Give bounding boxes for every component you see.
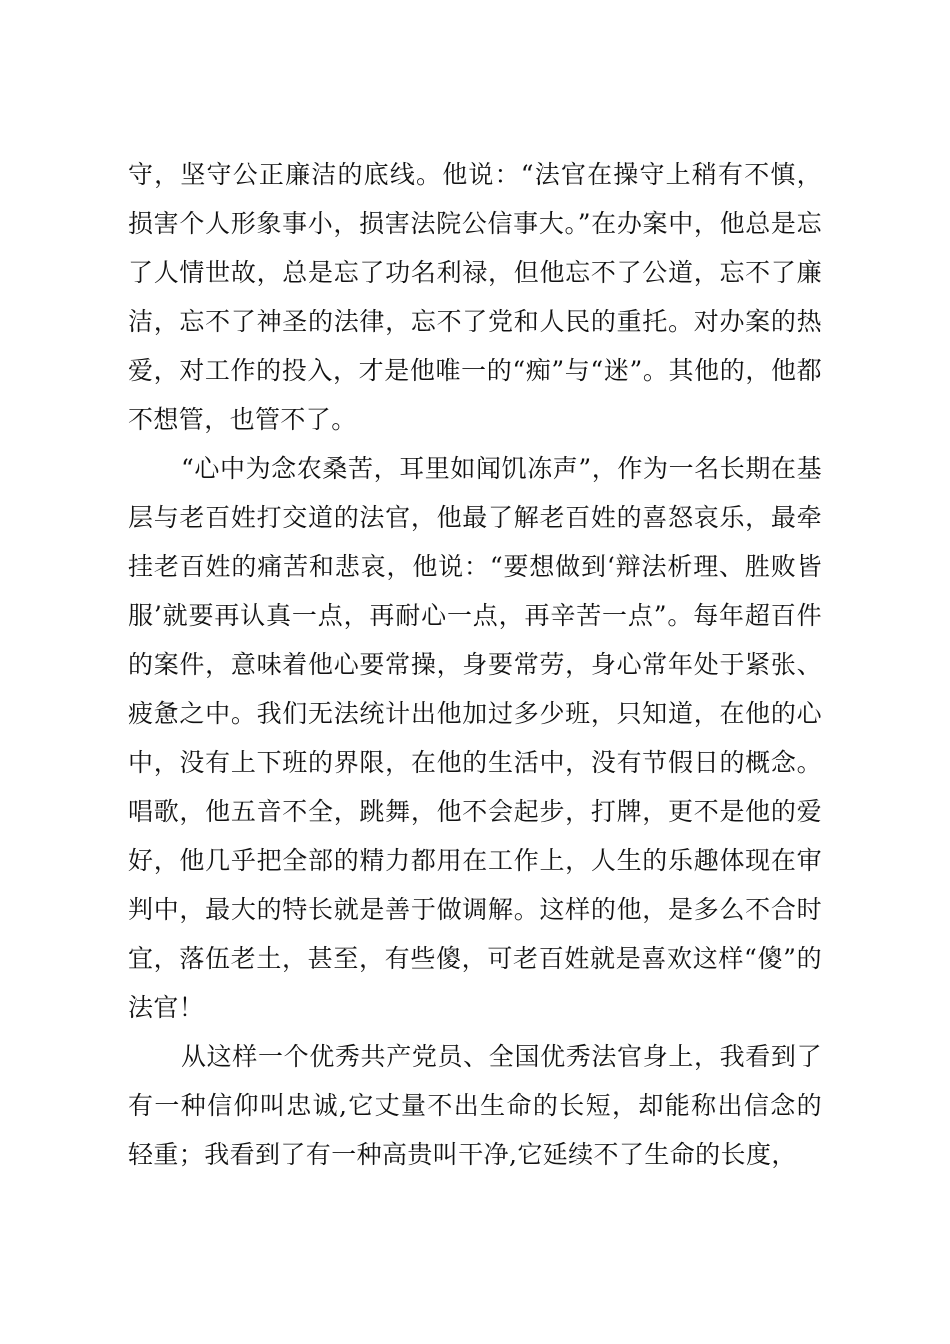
paragraph-2: “心中为念农桑苦，耳里如闻饥冻声”，作为一名长期在基层与老百姓打交道的法官，他最了解老百姓的喜怒哀乐，最牵挂老百姓的痛苦和悲哀，他说：“要想做到‘辩法析理、胜败皆服’就要再认真一点，再耐心一点，再辛苦一点”。每年超百件的案件，意味着他心要常操，身要常劳，身心常年处于紧张、疲惫之中。我们无法统计出他加过多少班，只知道，在他的心中，没有上下班的界限，在他的生活中，没有节假日的概念。唱歌，他五音不全，跳舞，他不会起步，打牌，更不是他的爱好，他几乎把全部的精力都用在工作上，人生的乐趣体现在审判中，最大的特长就是善于做调解。这样的他，是多么不合时宜，落伍老土，甚至，有些傻，可老百姓就是喜欢这样“傻”的法官！: [128, 454, 822, 1022]
paragraph-3: 从这样一个优秀共产党员、全国优秀法官身上，我看到了有一种信仰叫忠诚,它丈量不出生命的长短，却能称出信念的轻重；我看到了有一种高贵叫干净,它延续不了生命的长度，: [128, 1042, 822, 1169]
document-body: [128, 150, 822, 1179]
paragraph-1: 守，坚守公正廉洁的底线。他说：“法官在操守上稍有不慎，损害个人形象事小，损害法院公信事大。”在办案中，他总是忘了人情世故，总是忘了功名利禄，但他忘不了公道，忘不了廉洁，忘不了神圣的法律，忘不了党和人民的重托。对办案的热爱，对工作的投入，才是他唯一的“痴”与“迷”。其他的，他都不想管，也管不了。: [128, 160, 822, 434]
